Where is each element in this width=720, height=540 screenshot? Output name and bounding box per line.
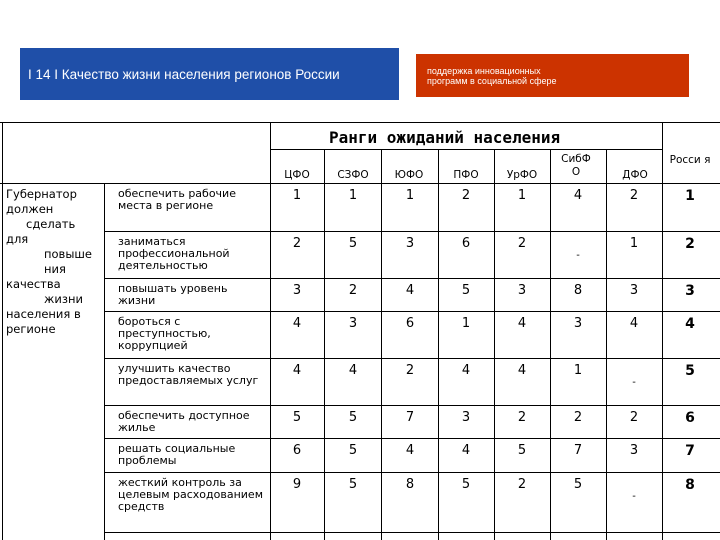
rank-cell: 3 [517, 283, 527, 298]
col-header: ПФО [453, 169, 479, 181]
col-header: ДФО [622, 169, 648, 181]
table-title: Ранги ожиданий населения [329, 128, 561, 147]
slide-title: I 14 I Качество жизни населения регионов России [28, 66, 340, 82]
rank-cell: 1 [405, 188, 415, 203]
rank-cell: 1 [348, 188, 358, 203]
row-label: повышать уровень жизни [118, 282, 228, 307]
left-label-line: ния [44, 262, 66, 276]
rank-cell: 2 [292, 236, 302, 251]
rank-cell: 2 [629, 410, 639, 425]
col-header: ЮФО [394, 169, 424, 181]
rank-cell: 2 [517, 236, 527, 251]
row-label: обеспечить рабочие места в регионе [118, 187, 236, 212]
rank-cell: 3 [405, 236, 415, 251]
rank-cell: 2 [405, 363, 415, 378]
row-label: решать социальные проблемы [118, 442, 236, 467]
rank-cell: 5 [292, 410, 302, 425]
rank-cell: 7 [405, 410, 415, 425]
left-label-line: качества [6, 277, 61, 291]
rank-cell: 2 [517, 477, 527, 492]
row-label: бороться с преступностью, коррупцией [118, 315, 211, 352]
rank-cell: 3 [292, 283, 302, 298]
rank-cell: 1 [517, 188, 527, 203]
rank-cell: - [632, 377, 636, 388]
row-label: улучшить качество предоставляемых услуг [118, 362, 259, 387]
left-label-line: сделать [26, 217, 76, 231]
left-label-line: повыше [44, 247, 93, 261]
rank-cell: 5 [461, 477, 471, 492]
rank-cell: 3 [573, 316, 583, 331]
rank-cell: 1 [461, 316, 471, 331]
rank-cell: 4 [292, 363, 302, 378]
rank-cell: 7 [573, 443, 583, 458]
left-label [6, 187, 102, 337]
rank-cell: 2 [348, 283, 358, 298]
rank-cell: 5 [348, 410, 358, 425]
rank-cell: 3 [685, 283, 695, 299]
rank-cell: 2 [685, 236, 695, 252]
rank-cell: 3 [629, 443, 639, 458]
rank-cell: 1 [629, 236, 639, 251]
rank-cell: 4 [405, 443, 415, 458]
tag-line-2: программ в социальной сфере [427, 76, 557, 86]
rank-cell: 6 [405, 316, 415, 331]
rank-cell: 5 [517, 443, 527, 458]
rank-cell: 8 [405, 477, 415, 492]
rank-cell: 1 [292, 188, 302, 203]
rank-cell: 4 [461, 363, 471, 378]
left-label-line: Губернатор [6, 187, 77, 201]
rank-cell: 4 [461, 443, 471, 458]
rank-cell: 5 [348, 236, 358, 251]
left-label-line: регионе [6, 322, 56, 336]
col-header: УрФО [506, 169, 538, 181]
rank-cell: 6 [461, 236, 471, 251]
left-label-line: жизни [44, 292, 83, 306]
rank-cell: 2 [629, 188, 639, 203]
rank-cell: 5 [685, 363, 695, 379]
rank-cell: 4 [405, 283, 415, 298]
rank-cell: 3 [461, 410, 471, 425]
row-label: жесткий контроль за целевым расходованием средств [118, 476, 263, 513]
rank-cell: 2 [517, 410, 527, 425]
rank-cell: 1 [573, 363, 583, 378]
rank-cell: 5 [348, 477, 358, 492]
rank-cell: 2 [573, 410, 583, 425]
rank-cell: 4 [685, 316, 695, 332]
rank-cell: 5 [348, 443, 358, 458]
rank-cell: 2 [461, 188, 471, 203]
col-header: Росси я [669, 154, 711, 166]
rank-cell: 3 [348, 316, 358, 331]
rank-cell: 4 [517, 316, 527, 331]
rank-cell: 3 [629, 283, 639, 298]
rank-cell: 4 [573, 188, 583, 203]
rank-cell: 6 [292, 443, 302, 458]
left-label-line: населения в [6, 307, 81, 321]
tag-line-1: поддержка инновационных [427, 66, 541, 76]
rank-cell: 4 [629, 316, 639, 331]
rank-cell: 8 [685, 477, 695, 493]
rank-cell: - [632, 491, 636, 502]
rank-cell: 1 [685, 188, 695, 204]
rank-cell: 8 [573, 283, 583, 298]
col-header: СибФ О [561, 153, 591, 178]
rank-cell: 5 [461, 283, 471, 298]
col-header: ЦФО [284, 169, 310, 181]
row-label: обеспечить доступное жилье [118, 409, 250, 434]
rank-cell: 5 [573, 477, 583, 492]
rank-cell: 4 [348, 363, 358, 378]
rank-cell: 4 [517, 363, 527, 378]
rank-cell: 7 [685, 443, 695, 459]
rank-cell: 9 [292, 477, 302, 492]
rank-cell: - [576, 250, 580, 261]
left-label-line: для [6, 232, 29, 246]
col-header: СЗФО [337, 169, 369, 181]
left-label-line: должен [6, 202, 54, 216]
rank-cell: 4 [292, 316, 302, 331]
rank-cell: 6 [685, 410, 695, 426]
row-label: заниматься профессиональной деятельностью [118, 235, 230, 272]
